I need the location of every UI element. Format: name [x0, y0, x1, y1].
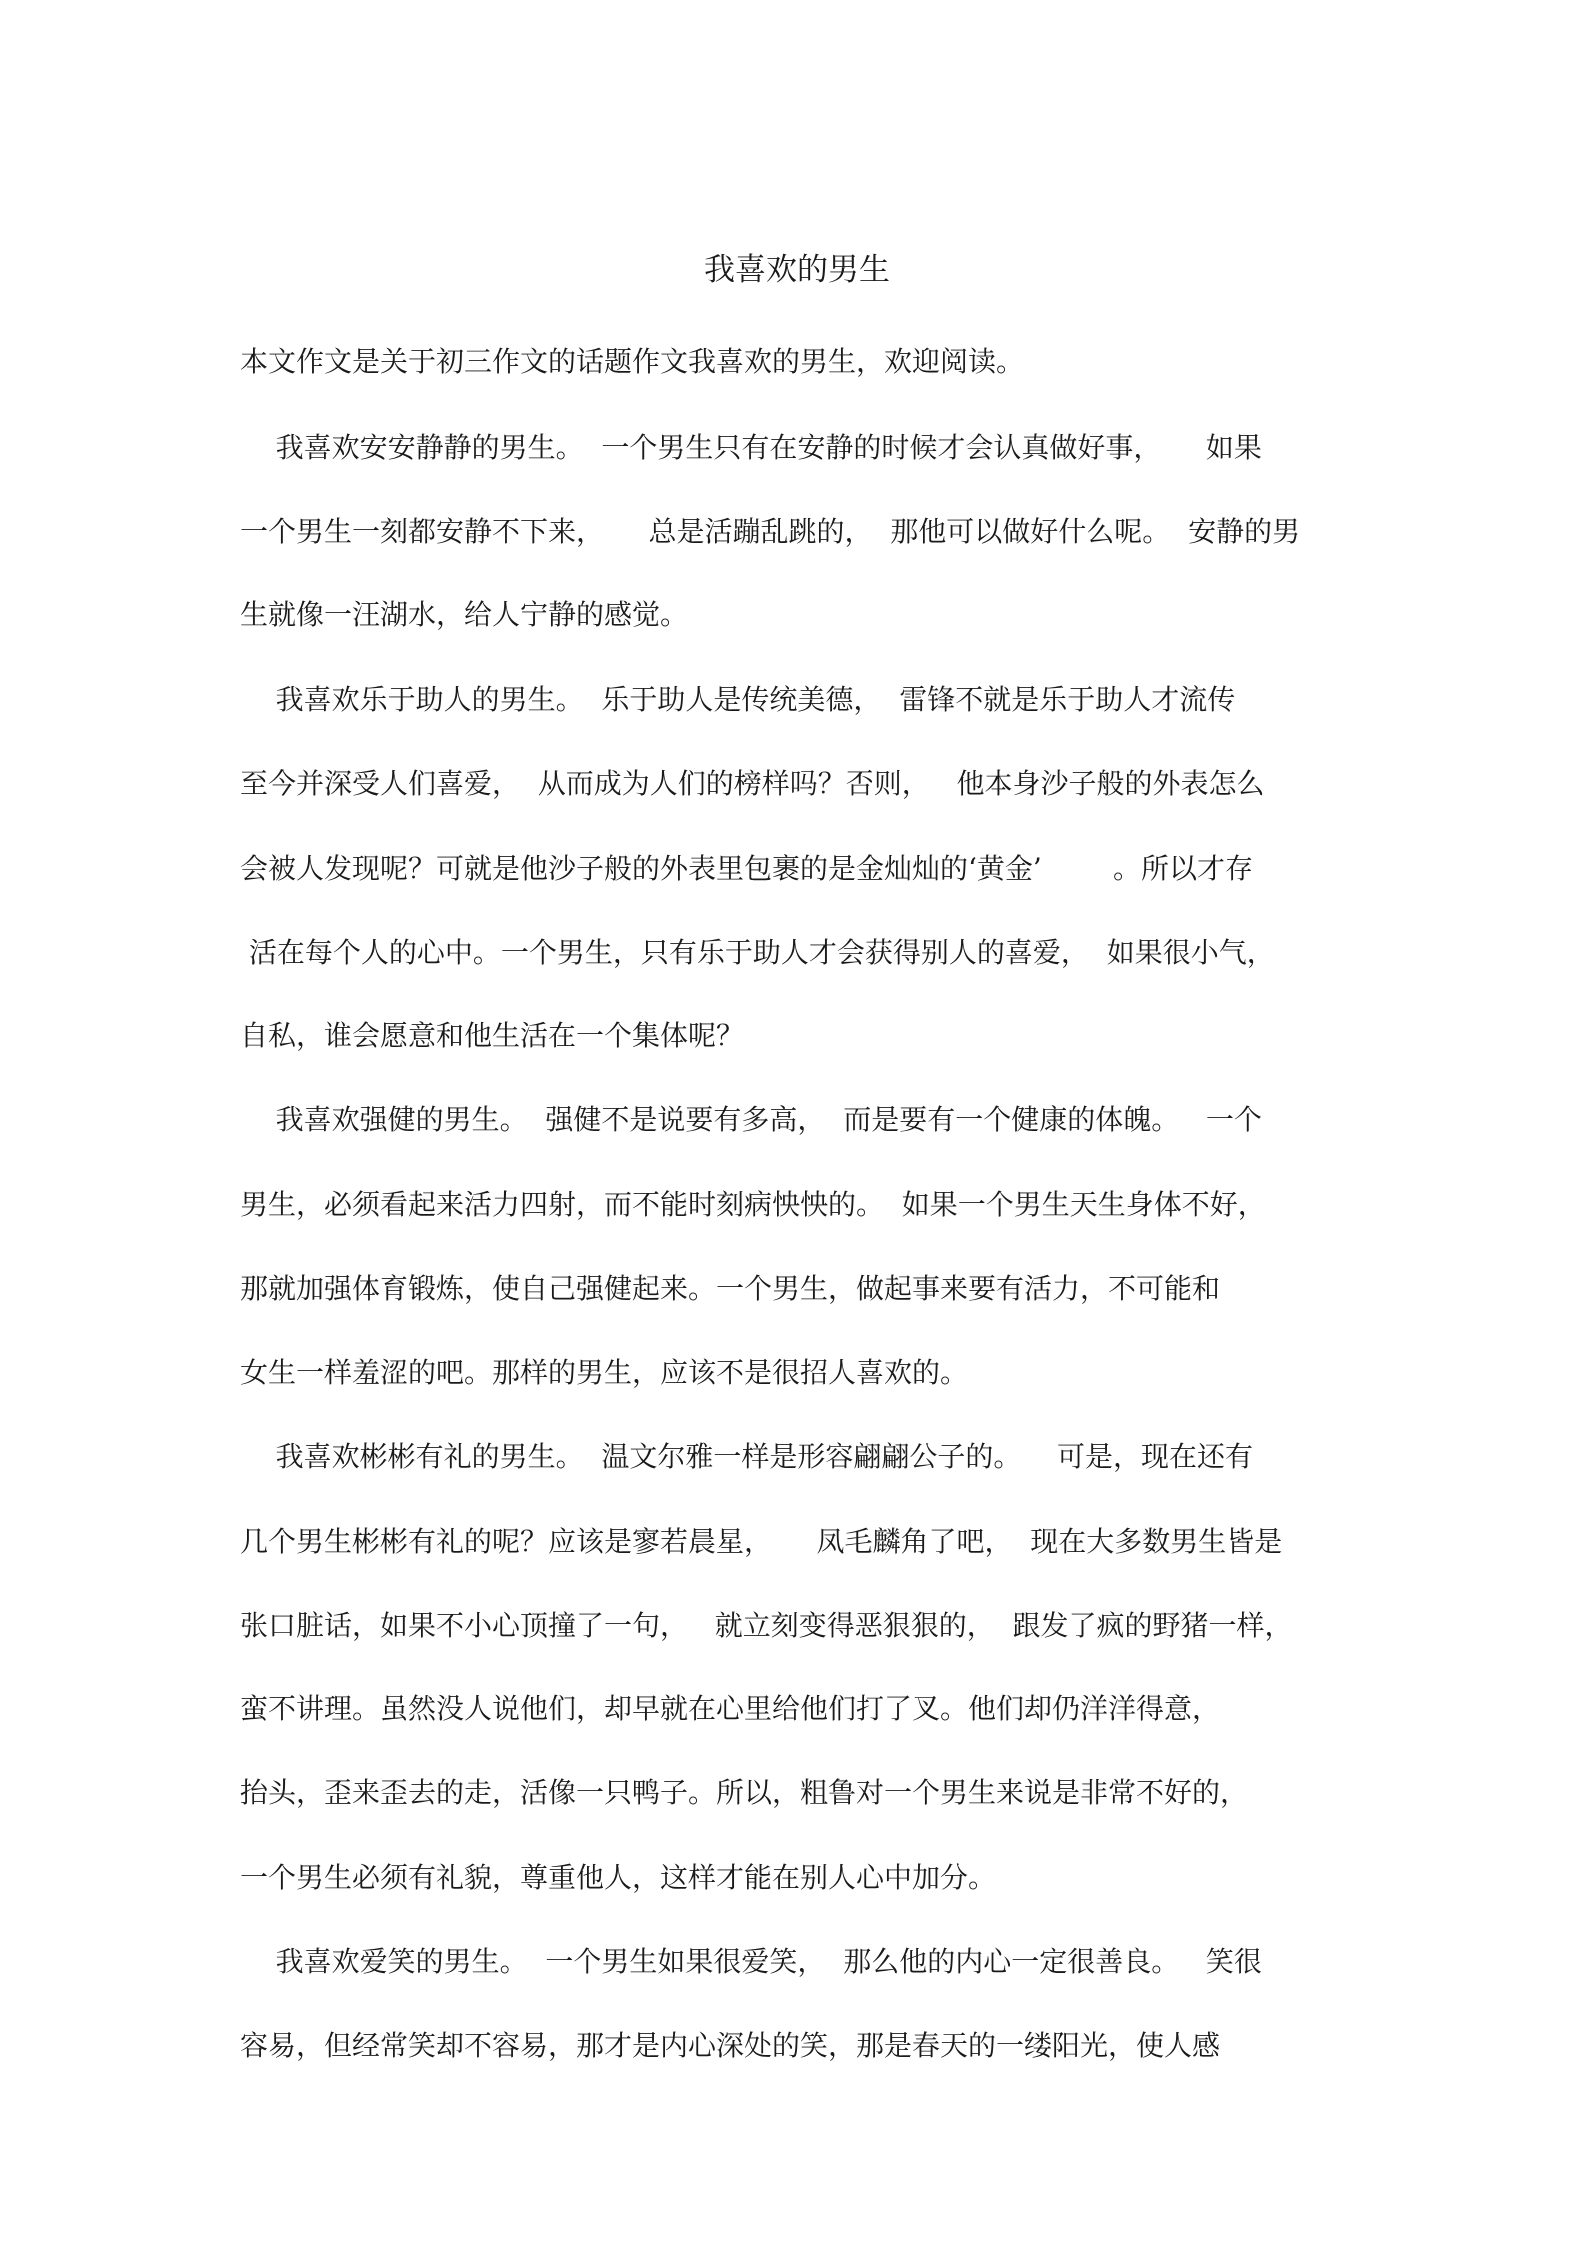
paragraph-line: 我喜欢彬彬有礼的男生。 温文尔雅一样是形容翩翩公子的。 可是，现在还有: [240, 1440, 1254, 1473]
paragraph-line: 张口脏话，如果不小心顶撞了一句， 就立刻变得恶狠狠的， 跟发了疯的野猪一样，: [240, 1609, 1293, 1642]
paragraph-line: 我喜欢强健的男生。 强健不是说要有多高， 而是要有一个健康的体魄。 一个: [240, 1103, 1262, 1136]
paragraph-line: 蛮不讲理。虽然没人说他们，却早就在心里给他们打了叉。他们却仍洋洋得意，: [240, 1692, 1221, 1725]
paragraph-line: 我喜欢乐于助人的男生。 乐于助人是传统美德， 雷锋不就是乐于助人才流传: [240, 683, 1236, 716]
paragraph-line: 一个男生必须有礼貌，尊重他人，这样才能在别人心中加分。: [240, 1861, 997, 1894]
paragraph-line: 自私，谁会愿意和他生活在一个集体呢？: [240, 1019, 745, 1052]
paragraph-line: 至今并深受人们喜爱， 从而成为人们的榜样吗？否则， 他本身沙子般的外表怎么: [240, 767, 1265, 800]
paragraph-line: 几个男生彬彬有礼的呢？应该是寥若晨星， 凤毛麟角了吧， 现在大多数男生皆是: [240, 1525, 1283, 1558]
paragraph-line: 我喜欢爱笑的男生。 一个男生如果很爱笑， 那么他的内心一定很善良。 笑很: [240, 1945, 1262, 1978]
paragraph-line: 容易，但经常笑却不容易，那才是内心深处的笑，那是春天的一缕阳光，使人感: [240, 2029, 1221, 2062]
paragraph-line: 女生一样羞涩的吧。那样的男生，应该不是很招人喜欢的。: [240, 1356, 969, 1389]
paragraph-line: 男生，必须看起来活力四射，而不能时刻病怏怏的。 如果一个男生天生身体不好，: [240, 1188, 1266, 1221]
paragraph-line: 会被人发现呢？可就是他沙子般的外表里包裹的是金灿灿的‘黄金’ 。所以才存: [240, 852, 1254, 885]
paragraph-line: 我喜欢安安静静的男生。 一个男生只有在安静的时候才会认真做好事， 如果: [240, 431, 1262, 464]
paragraph-line: 生就像一汪湖水，给人宁静的感觉。: [240, 598, 689, 631]
document-title: 我喜欢的男生: [704, 252, 890, 288]
paragraph-line: 抬头，歪来歪去的走，活像一只鸭子。所以，粗鲁对一个男生来说是非常不好的，: [240, 1776, 1249, 1809]
paragraph-line: 那就加强体育锻炼，使自己强健起来。一个男生，做起事来要有活力，不可能和: [240, 1272, 1221, 1305]
intro-line: 本文作文是关于初三作文的话题作文我喜欢的男生，欢迎阅读。: [240, 345, 1025, 378]
paragraph-line: 活在每个人的心中。一个男生，只有乐于助人才会获得别人的喜爱， 如果很小气，: [240, 936, 1275, 969]
paragraph-line: 一个男生一刻都安静不下来， 总是活蹦乱跳的， 那他可以做好什么呢。 安静的男: [240, 515, 1301, 548]
